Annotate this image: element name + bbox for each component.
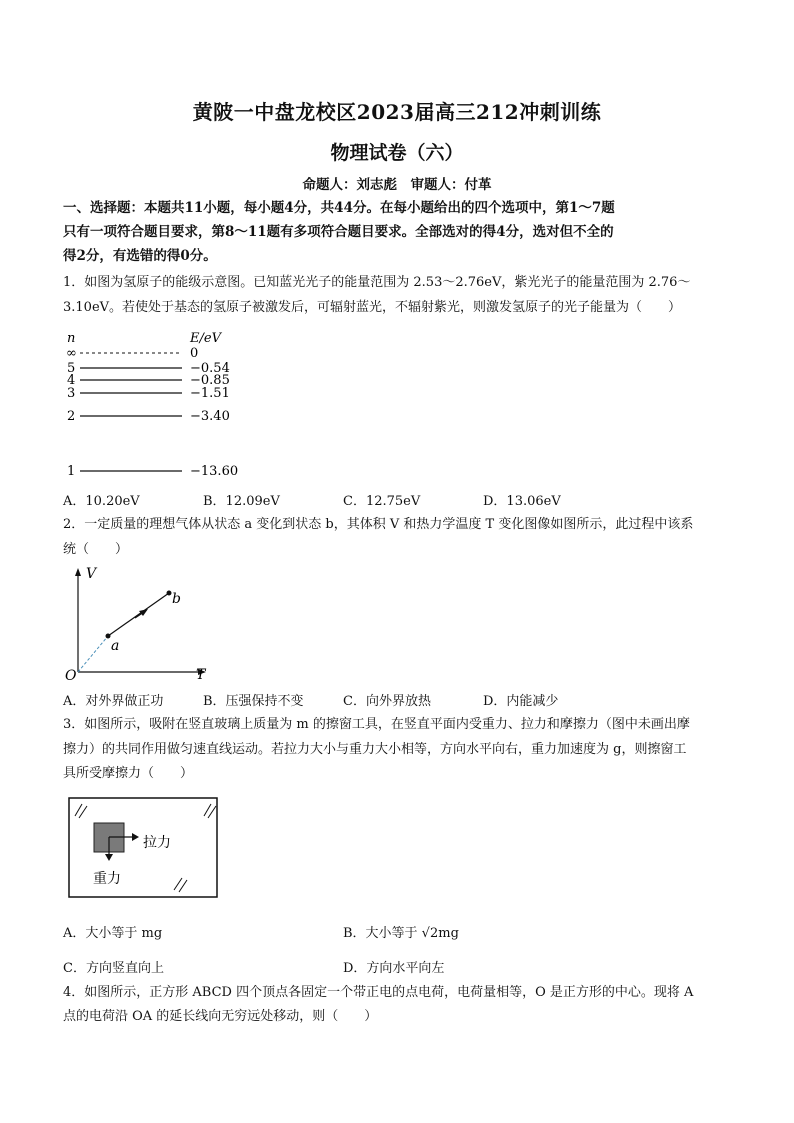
q2-text-line-2: 统（ ） — [63, 542, 129, 557]
q3-option-c[interactable]: C．方向竖直向上 — [63, 961, 164, 976]
level-n-4: 4 — [67, 373, 76, 388]
level-energy-4: −0.85 — [190, 373, 230, 388]
q2-option-a[interactable]: A．对外界做正功 — [63, 694, 164, 709]
q3-text-line-3: 具所受摩擦力（ ） — [63, 766, 194, 781]
q1-text-line-1: 1．如图为氢原子的能级示意图。已知蓝光光子的能量范围为 2.53～2.76eV，紫光光子的能量范围为 2.76～ — [63, 275, 691, 290]
q3-option-b[interactable]: B．大小等于 √2mg — [343, 926, 459, 941]
q1-option-a[interactable]: A．10.20eV — [63, 494, 140, 509]
level-n-3: 3 — [67, 386, 76, 401]
process-line — [108, 593, 169, 636]
gravity-label: 重力 — [93, 871, 121, 887]
q3-text-line-1: 3．如图所示，吸附在竖直玻璃上质量为 m 的擦窗工具，在竖直平面内受重力、拉力和摩擦力（图中未画出摩 — [63, 717, 690, 732]
q4-text-line-1: 4．如图所示，正方形 ABCD 四个顶点各固定一个带正电的点电荷，电荷量相等，O 是正方形的中心。现将 A — [63, 985, 694, 1000]
t-axis-label: T — [196, 667, 206, 683]
level-n-1: 1 — [67, 464, 76, 479]
q3-text-line-2: 擦力）的共同作用做匀速直线运动。若拉力大小与重力大小相等，方向水平向右，重力加速度为 g，则擦窗工 — [63, 742, 687, 757]
exam-subtitle: 物理试卷（六） — [330, 142, 464, 164]
energy-level-diagram — [60, 326, 260, 486]
q4-text-line-2: 点的电荷沿 OA 的延长线向无穷远处移动，则（ ） — [63, 1009, 378, 1024]
q2-option-d[interactable]: D．内能减少 — [483, 694, 559, 709]
level-energy-2: −3.40 — [190, 409, 230, 424]
q1-option-b[interactable]: B．12.09eV — [203, 494, 280, 509]
q1-option-d[interactable]: D．13.06eV — [483, 494, 561, 509]
level-n-2: 2 — [67, 409, 76, 424]
level-energy-3: −1.51 — [190, 386, 230, 401]
section-instructions-line-1: 一、选择题：本题共11小题，每小题4分，共44分。在每小题给出的四个选项中，第1～7题 — [63, 200, 615, 216]
v-axis-arrow — [75, 568, 81, 576]
point-b — [167, 591, 172, 596]
q1-option-c[interactable]: C．12.75eV — [343, 494, 421, 509]
section-instructions-line-3: 得2分，有选错的得0分。 — [63, 248, 217, 264]
q1-text-line-2: 3.10eV。若使处于基态的氢原子被激发后，可辐射蓝光，不辐射紫光，则激发氢原子的光子能量为（ ） — [63, 300, 682, 315]
n-axis-label: n — [67, 331, 76, 346]
exam-authors: 命题人：刘志彪 审题人：付革 — [302, 177, 492, 193]
point-b-label: b — [172, 591, 181, 607]
level-energy-1: −13.60 — [190, 464, 239, 479]
level-n-infinity: ∞ — [66, 346, 77, 361]
q3-option-a[interactable]: A．大小等于 mg — [63, 926, 163, 941]
level-energy-5: −0.54 — [190, 361, 230, 376]
point-a-label: a — [111, 638, 120, 654]
pull-force-label: 拉力 — [143, 835, 171, 851]
extension-dashed-line — [78, 636, 108, 672]
window-cleaner-figure — [66, 795, 222, 901]
section-instructions-line-2: 只有一项符合题目要求，第8～11题有多项符合题目要求。全部选对的得4分，选对但不全的 — [63, 224, 614, 240]
q3-option-d[interactable]: D．方向水平向左 — [343, 961, 445, 976]
origin-label: O — [65, 668, 77, 684]
q2-option-b[interactable]: B．压强保持不变 — [203, 694, 304, 709]
level-energy-infinity: 0 — [190, 346, 199, 361]
vt-graph — [60, 562, 220, 687]
q2-text-line-1: 2．一定质量的理想气体从状态 a 变化到状态 b，其体积 V 和热力学温度 T 变化图像如图所示，此过程中该系 — [63, 517, 694, 532]
energy-axis-label: E/eV — [190, 331, 221, 346]
point-a — [106, 634, 111, 639]
v-axis-label: V — [86, 566, 97, 582]
level-n-5: 5 — [67, 361, 76, 376]
exam-title: 黄陂一中盘龙校区2023届高三212冲刺训练 — [192, 100, 602, 124]
q2-option-c[interactable]: C．向外界放热 — [343, 694, 431, 709]
